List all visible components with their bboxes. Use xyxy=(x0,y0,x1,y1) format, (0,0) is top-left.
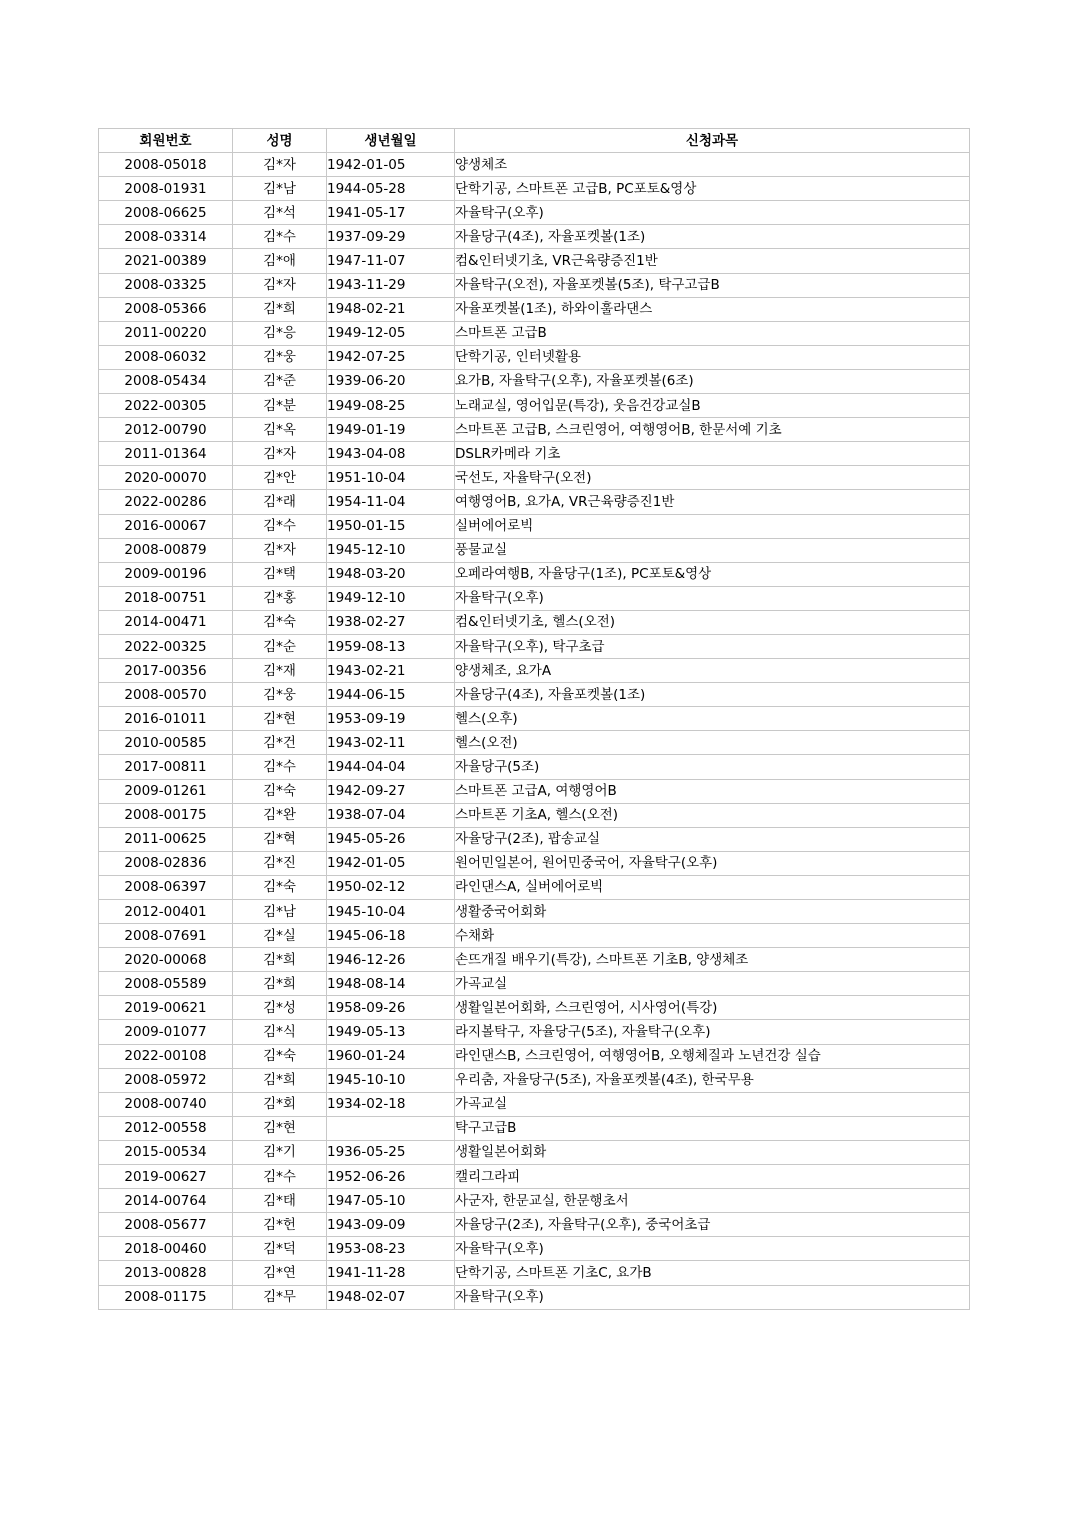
name-cell: 김*자 xyxy=(233,153,327,177)
courses-cell: 자율탁구(오후) xyxy=(455,1237,970,1261)
name-cell: 김*수 xyxy=(233,755,327,779)
courses-cell: 라인댄스B, 스크린영어, 여행영어B, 오행체질과 노년건강 실습 xyxy=(455,1044,970,1068)
birth-date-cell: 1953-09-19 xyxy=(327,707,455,731)
birth-date-cell: 1949-08-25 xyxy=(327,394,455,418)
member-no-cell: 2017-00356 xyxy=(99,659,233,683)
member-no-cell: 2022-00325 xyxy=(99,634,233,658)
member-no-cell: 2022-00286 xyxy=(99,490,233,514)
courses-cell: 양생체조 xyxy=(455,153,970,177)
name-cell: 김*희 xyxy=(233,972,327,996)
header-row xyxy=(99,129,970,153)
courses-cell: 가곡교실 xyxy=(455,1092,970,1116)
member-no-cell: 2008-00740 xyxy=(99,1092,233,1116)
name-cell: 김*웅 xyxy=(233,683,327,707)
table-row xyxy=(99,900,970,924)
courses-cell: 사군자, 한문교실, 한문행초서 xyxy=(455,1189,970,1213)
name-cell: 김*자 xyxy=(233,442,327,466)
courses-cell: 자율당구(4조), 자율포켓볼(1조) xyxy=(455,683,970,707)
name-cell: 김*재 xyxy=(233,659,327,683)
courses-cell: 자율탁구(오후), 탁구초급 xyxy=(455,634,970,658)
name-cell: 김*옥 xyxy=(233,418,327,442)
name-cell: 김*석 xyxy=(233,201,327,225)
table-row xyxy=(99,273,970,297)
member-no-cell: 2008-03325 xyxy=(99,273,233,297)
name-cell: 김*기 xyxy=(233,1140,327,1164)
name-cell: 김*희 xyxy=(233,297,327,321)
birth-date-cell: 1954-11-04 xyxy=(327,490,455,514)
courses-cell: 오페라여행B, 자율당구(1조), PC포토&영상 xyxy=(455,562,970,586)
member-no-cell: 2008-01931 xyxy=(99,177,233,201)
birth-date-cell: 1943-11-29 xyxy=(327,273,455,297)
birth-date-cell: 1951-10-04 xyxy=(327,466,455,490)
name-cell: 김*수 xyxy=(233,1165,327,1189)
name-cell: 김*진 xyxy=(233,851,327,875)
member-no-cell: 2008-05972 xyxy=(99,1068,233,1092)
courses-cell: 자율탁구(오후) xyxy=(455,1285,970,1309)
birth-date-cell: 1945-05-26 xyxy=(327,827,455,851)
table-row xyxy=(99,177,970,201)
name-cell: 김*택 xyxy=(233,562,327,586)
table-row xyxy=(99,779,970,803)
courses-cell: 자율당구(2조), 자율탁구(오후), 중국어초급 xyxy=(455,1213,970,1237)
courses-cell: DSLR카메라 기초 xyxy=(455,442,970,466)
birth-date-cell: 1959-08-13 xyxy=(327,634,455,658)
table-row xyxy=(99,153,970,177)
name-cell: 김*연 xyxy=(233,1261,327,1285)
name-cell: 김*숙 xyxy=(233,779,327,803)
table-row xyxy=(99,1068,970,1092)
table-row xyxy=(99,1165,970,1189)
name-cell: 김*실 xyxy=(233,924,327,948)
member-no-cell: 2018-00751 xyxy=(99,586,233,610)
member-no-cell: 2008-06397 xyxy=(99,875,233,899)
header-member-no: 회원번호 xyxy=(99,129,233,153)
name-cell: 김*식 xyxy=(233,1020,327,1044)
name-cell: 김*숙 xyxy=(233,1044,327,1068)
table-row xyxy=(99,803,970,827)
member-no-cell: 2008-00175 xyxy=(99,803,233,827)
member-no-cell: 2009-00196 xyxy=(99,562,233,586)
birth-date-cell: 1943-04-08 xyxy=(327,442,455,466)
member-no-cell: 2012-00401 xyxy=(99,900,233,924)
birth-date-cell: 1945-06-18 xyxy=(327,924,455,948)
table-row xyxy=(99,1020,970,1044)
name-cell: 김*애 xyxy=(233,249,327,273)
courses-cell: 생활중국어회화 xyxy=(455,900,970,924)
table-row xyxy=(99,418,970,442)
table-row xyxy=(99,875,970,899)
header-birth: 생년월일 xyxy=(327,129,455,153)
table-row xyxy=(99,225,970,249)
table-row xyxy=(99,1044,970,1068)
courses-cell: 라지볼탁구, 자율당구(5조), 자율탁구(오후) xyxy=(455,1020,970,1044)
name-cell: 김*현 xyxy=(233,707,327,731)
courses-cell: 단학기공, 인터넷활용 xyxy=(455,345,970,369)
name-cell: 김*무 xyxy=(233,1285,327,1309)
courses-cell: 단학기공, 스마트폰 고급B, PC포토&영상 xyxy=(455,177,970,201)
birth-date-cell: 1938-02-27 xyxy=(327,610,455,634)
courses-cell: 캘리그라피 xyxy=(455,1165,970,1189)
member-course-table xyxy=(98,128,970,1310)
birth-date-cell: 1947-11-07 xyxy=(327,249,455,273)
name-cell: 김*수 xyxy=(233,514,327,538)
birth-date-cell: 1952-06-26 xyxy=(327,1165,455,1189)
name-cell: 김*성 xyxy=(233,996,327,1020)
courses-cell: 국선도, 자율탁구(오전) xyxy=(455,466,970,490)
name-cell: 김*혁 xyxy=(233,827,327,851)
courses-cell: 탁구고급B xyxy=(455,1116,970,1140)
member-no-cell: 2008-06032 xyxy=(99,345,233,369)
birth-date-cell: 1939-06-20 xyxy=(327,369,455,393)
table-row xyxy=(99,972,970,996)
courses-cell: 풍물교실 xyxy=(455,538,970,562)
table-row xyxy=(99,1092,970,1116)
member-no-cell: 2011-00220 xyxy=(99,321,233,345)
courses-cell: 생활일본어회화, 스크린영어, 시사영어(특강) xyxy=(455,996,970,1020)
birth-date-cell: 1943-09-09 xyxy=(327,1213,455,1237)
name-cell: 김*숙 xyxy=(233,875,327,899)
birth-date-cell: 1948-02-07 xyxy=(327,1285,455,1309)
birth-date-cell: 1944-04-04 xyxy=(327,755,455,779)
table-row xyxy=(99,1189,970,1213)
name-cell: 김*희 xyxy=(233,1068,327,1092)
name-cell: 김*회 xyxy=(233,1092,327,1116)
birth-date-cell: 1946-12-26 xyxy=(327,948,455,972)
courses-cell: 스마트폰 고급A, 여행영어B xyxy=(455,779,970,803)
member-no-cell: 2008-07691 xyxy=(99,924,233,948)
birth-date-cell: 1948-03-20 xyxy=(327,562,455,586)
courses-cell: 단학기공, 스마트폰 기초C, 요가B xyxy=(455,1261,970,1285)
courses-cell: 손뜨개질 배우기(특강), 스마트폰 기초B, 양생체조 xyxy=(455,948,970,972)
name-cell: 김*안 xyxy=(233,466,327,490)
birth-date-cell: 1945-10-04 xyxy=(327,900,455,924)
table-row xyxy=(99,297,970,321)
member-no-cell: 2016-01011 xyxy=(99,707,233,731)
table-row xyxy=(99,610,970,634)
member-no-cell: 2008-00570 xyxy=(99,683,233,707)
table-row xyxy=(99,948,970,972)
name-cell: 김*응 xyxy=(233,321,327,345)
member-no-cell: 2020-00070 xyxy=(99,466,233,490)
header-name: 성명 xyxy=(233,129,327,153)
courses-cell: 컴&인터넷기초, VR근육량증진1반 xyxy=(455,249,970,273)
courses-cell: 자율탁구(오후) xyxy=(455,201,970,225)
courses-cell: 우리춤, 자율당구(5조), 자율포켓볼(4조), 한국무용 xyxy=(455,1068,970,1092)
member-no-cell: 2009-01077 xyxy=(99,1020,233,1044)
birth-date-cell: 1950-02-12 xyxy=(327,875,455,899)
courses-cell: 헬스(오전) xyxy=(455,731,970,755)
birth-date-cell: 1934-02-18 xyxy=(327,1092,455,1116)
birth-date-cell: 1958-09-26 xyxy=(327,996,455,1020)
table-row xyxy=(99,827,970,851)
birth-date-cell: 1942-01-05 xyxy=(327,153,455,177)
birth-date-cell: 1949-05-13 xyxy=(327,1020,455,1044)
member-no-cell: 2008-00879 xyxy=(99,538,233,562)
table-row xyxy=(99,514,970,538)
name-cell: 김*자 xyxy=(233,538,327,562)
birth-date-cell: 1947-05-10 xyxy=(327,1189,455,1213)
birth-date-cell: 1937-09-29 xyxy=(327,225,455,249)
member-no-cell: 2019-00627 xyxy=(99,1165,233,1189)
table-row xyxy=(99,924,970,948)
table-row xyxy=(99,755,970,779)
birth-date-cell: 1944-05-28 xyxy=(327,177,455,201)
name-cell: 김*희 xyxy=(233,948,327,972)
courses-cell: 수채화 xyxy=(455,924,970,948)
member-no-cell: 2010-00585 xyxy=(99,731,233,755)
table-row xyxy=(99,634,970,658)
table-row xyxy=(99,321,970,345)
member-no-cell: 2022-00305 xyxy=(99,394,233,418)
name-cell: 김*헌 xyxy=(233,1213,327,1237)
courses-cell: 여행영어B, 요가A, VR근육량증진1반 xyxy=(455,490,970,514)
name-cell: 김*태 xyxy=(233,1189,327,1213)
member-no-cell: 2015-00534 xyxy=(99,1140,233,1164)
courses-cell: 자율탁구(오전), 자율포켓볼(5조), 탁구고급B xyxy=(455,273,970,297)
member-no-cell: 2008-01175 xyxy=(99,1285,233,1309)
birth-date-cell: 1941-11-28 xyxy=(327,1261,455,1285)
table-row xyxy=(99,996,970,1020)
birth-date-cell: 1949-12-05 xyxy=(327,321,455,345)
table-body xyxy=(99,153,970,1310)
name-cell: 김*완 xyxy=(233,803,327,827)
birth-date-cell: 1944-06-15 xyxy=(327,683,455,707)
birth-date-cell: 1949-01-19 xyxy=(327,418,455,442)
courses-cell: 자율당구(5조) xyxy=(455,755,970,779)
member-no-cell: 2016-00067 xyxy=(99,514,233,538)
name-cell: 김*순 xyxy=(233,634,327,658)
member-no-cell: 2008-05589 xyxy=(99,972,233,996)
name-cell: 김*준 xyxy=(233,369,327,393)
member-no-cell: 2008-05366 xyxy=(99,297,233,321)
courses-cell: 스마트폰 기초A, 헬스(오전) xyxy=(455,803,970,827)
table-row xyxy=(99,442,970,466)
table-row xyxy=(99,586,970,610)
name-cell: 김*수 xyxy=(233,225,327,249)
name-cell: 김*숙 xyxy=(233,610,327,634)
birth-date-cell: 1936-05-25 xyxy=(327,1140,455,1164)
name-cell: 김*남 xyxy=(233,177,327,201)
member-no-cell: 2020-00068 xyxy=(99,948,233,972)
member-no-cell: 2021-00389 xyxy=(99,249,233,273)
member-no-cell: 2011-00625 xyxy=(99,827,233,851)
table-row xyxy=(99,851,970,875)
name-cell: 김*남 xyxy=(233,900,327,924)
birth-date-cell: 1945-10-10 xyxy=(327,1068,455,1092)
name-cell: 김*웅 xyxy=(233,345,327,369)
member-no-cell: 2009-01261 xyxy=(99,779,233,803)
table-row xyxy=(99,201,970,225)
name-cell: 김*덕 xyxy=(233,1237,327,1261)
courses-cell: 자율당구(2조), 팝송교실 xyxy=(455,827,970,851)
member-no-cell: 2008-05434 xyxy=(99,369,233,393)
member-no-cell: 2012-00558 xyxy=(99,1116,233,1140)
member-no-cell: 2014-00764 xyxy=(99,1189,233,1213)
birth-date-cell: 1945-12-10 xyxy=(327,538,455,562)
table-row xyxy=(99,466,970,490)
table-row xyxy=(99,1213,970,1237)
member-no-cell: 2012-00790 xyxy=(99,418,233,442)
member-no-cell: 2008-03314 xyxy=(99,225,233,249)
birth-date-cell: 1948-02-21 xyxy=(327,297,455,321)
table-row xyxy=(99,707,970,731)
birth-date-cell: 1942-09-27 xyxy=(327,779,455,803)
member-no-cell: 2019-00621 xyxy=(99,996,233,1020)
birth-date-cell: 1950-01-15 xyxy=(327,514,455,538)
courses-cell: 노래교실, 영어입문(특강), 웃음건강교실B xyxy=(455,394,970,418)
member-no-cell: 2022-00108 xyxy=(99,1044,233,1068)
table-row xyxy=(99,249,970,273)
courses-cell: 라인댄스A, 실버에어로빅 xyxy=(455,875,970,899)
courses-cell: 요가B, 자율탁구(오후), 자율포켓볼(6조) xyxy=(455,369,970,393)
courses-cell: 컴&인터넷기초, 헬스(오전) xyxy=(455,610,970,634)
member-no-cell: 2011-01364 xyxy=(99,442,233,466)
name-cell: 김*건 xyxy=(233,731,327,755)
birth-date-cell xyxy=(327,1116,455,1140)
courses-cell: 원어민일본어, 원어민중국어, 자율탁구(오후) xyxy=(455,851,970,875)
name-cell: 김*현 xyxy=(233,1116,327,1140)
table-row xyxy=(99,490,970,514)
table-row xyxy=(99,731,970,755)
member-no-cell: 2014-00471 xyxy=(99,610,233,634)
table-row xyxy=(99,683,970,707)
table-row xyxy=(99,1237,970,1261)
courses-cell: 양생체조, 요가A xyxy=(455,659,970,683)
birth-date-cell: 1942-07-25 xyxy=(327,345,455,369)
courses-cell: 실버에어로빅 xyxy=(455,514,970,538)
member-no-cell: 2017-00811 xyxy=(99,755,233,779)
birth-date-cell: 1960-01-24 xyxy=(327,1044,455,1068)
birth-date-cell: 1941-05-17 xyxy=(327,201,455,225)
birth-date-cell: 1949-12-10 xyxy=(327,586,455,610)
table-row xyxy=(99,1285,970,1309)
courses-cell: 가곡교실 xyxy=(455,972,970,996)
table-row xyxy=(99,369,970,393)
member-no-cell: 2013-00828 xyxy=(99,1261,233,1285)
name-cell: 김*자 xyxy=(233,273,327,297)
birth-date-cell: 1938-07-04 xyxy=(327,803,455,827)
table-row xyxy=(99,1116,970,1140)
header-courses: 신청과목 xyxy=(455,129,970,153)
birth-date-cell: 1948-08-14 xyxy=(327,972,455,996)
name-cell: 김*분 xyxy=(233,394,327,418)
courses-cell: 생활일본어회화 xyxy=(455,1140,970,1164)
member-no-cell: 2008-06625 xyxy=(99,201,233,225)
table-row xyxy=(99,345,970,369)
birth-date-cell: 1943-02-21 xyxy=(327,659,455,683)
table-row xyxy=(99,1140,970,1164)
table-row xyxy=(99,659,970,683)
member-no-cell: 2008-05018 xyxy=(99,153,233,177)
birth-date-cell: 1943-02-11 xyxy=(327,731,455,755)
courses-cell: 자율포켓볼(1조), 하와이훌라댄스 xyxy=(455,297,970,321)
birth-date-cell: 1942-01-05 xyxy=(327,851,455,875)
birth-date-cell: 1953-08-23 xyxy=(327,1237,455,1261)
name-cell: 김*홍 xyxy=(233,586,327,610)
courses-cell: 스마트폰 고급B xyxy=(455,321,970,345)
courses-cell: 스마트폰 고급B, 스크린영어, 여행영어B, 한문서예 기초 xyxy=(455,418,970,442)
courses-cell: 자율당구(4조), 자율포켓볼(1조) xyxy=(455,225,970,249)
courses-cell: 헬스(오후) xyxy=(455,707,970,731)
member-no-cell: 2018-00460 xyxy=(99,1237,233,1261)
table-row xyxy=(99,538,970,562)
table-row xyxy=(99,1261,970,1285)
name-cell: 김*래 xyxy=(233,490,327,514)
table-row xyxy=(99,394,970,418)
member-no-cell: 2008-05677 xyxy=(99,1213,233,1237)
courses-cell: 자율탁구(오후) xyxy=(455,586,970,610)
table-row xyxy=(99,562,970,586)
member-no-cell: 2008-02836 xyxy=(99,851,233,875)
